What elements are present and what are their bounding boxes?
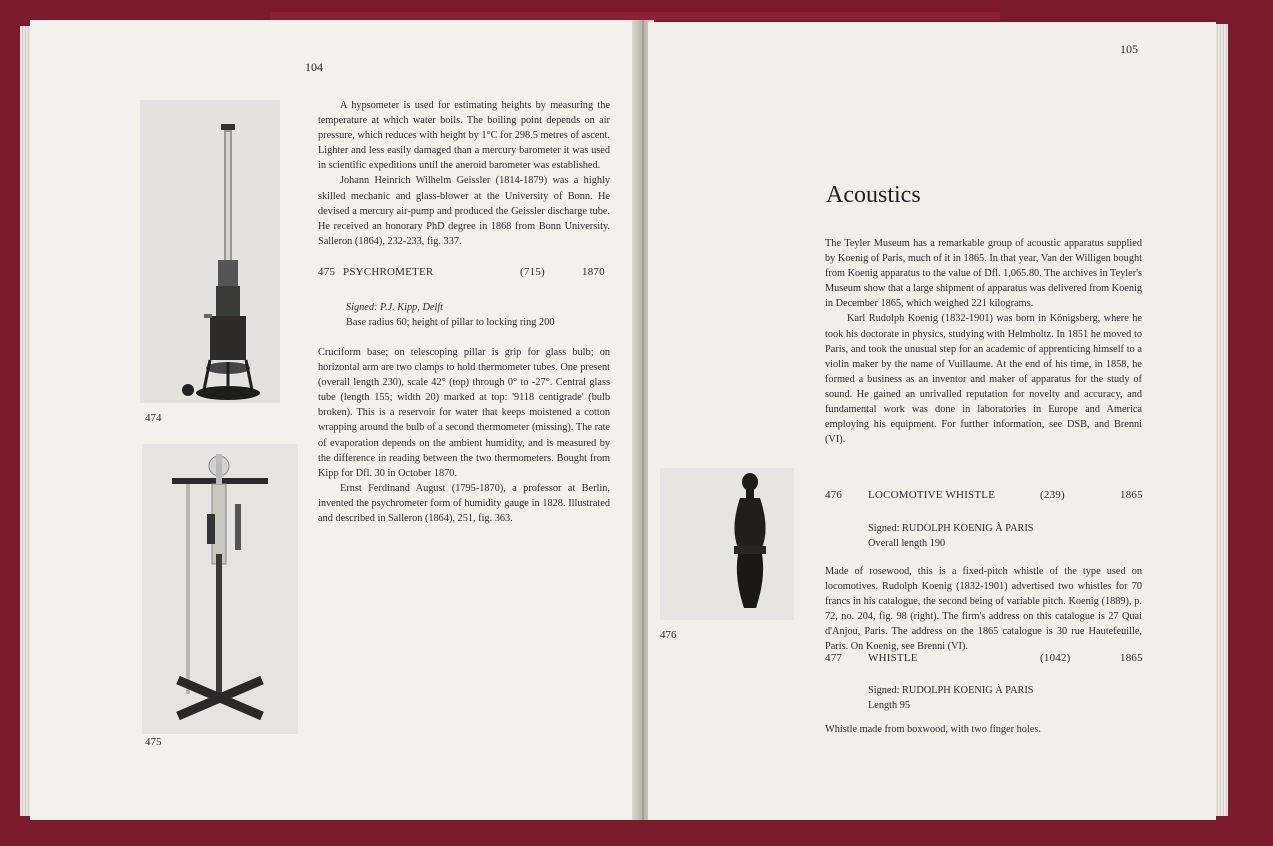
whistle2-description <box>825 722 1142 737</box>
page-number: 105 <box>1120 42 1138 56</box>
acoustics-introduction <box>825 236 1142 447</box>
entry-inventory: (1042) <box>1040 652 1071 664</box>
entry-year: 1870 <box>582 266 605 278</box>
entry-year: 1865 <box>1120 489 1143 501</box>
paragraph: Johann Heinrich Wilhelm Geissler (1814-1879) was a highly skilled mechanic and glass-blower at the University of Bonn. He devised a mercury air-pump and produced the Geissler discharge tube. He received an honorary PhD degree in 1868 from Bonn University. Salleron (1864), 232-233, fig. 337. <box>318 175 610 247</box>
psychrometer-illustration <box>142 444 298 734</box>
paragraph: Karl Rudolph Koenig (1832-1901) was born in Königsberg, where he took his doctorate in physics, studying with Helmholtz. In 1851 he moved to Paris, and took the unusual step for an academic of apprenticing himself to a violin maker by the name of Vuillaume. At the end of his time, in 1858, he formed a business as an inventor and maker of apparatus for the study of sound. He gained an unrivalled reputation for novelty and accuracy, and fundamental work was done in laboratories in Europe and America employing his equipment. For further information, see DSB, and Brenni (VI). <box>825 313 1142 446</box>
entry-title: LOCOMOTIVE WHISTLE <box>868 489 996 501</box>
entry-dimensions: Base radius 60; height of pillar to locking ring 200 <box>346 317 555 328</box>
figure-label: 474 <box>145 412 162 424</box>
hypsometer-photo <box>140 100 280 403</box>
paragraph: The Teyler Museum has a remarkable group of acoustic apparatus supplied by Koenig of Paris, much of it in 1865. In that year, Van der Willigen bought from Koenig apparatus to the value of Dfl. 1,065.80. The archives in Teyler's Museum show that a large shipment of apparatus was delivered from Koenig in December 1865, which weighed 221 kilograms. <box>825 238 1143 310</box>
entry-title: PSYCHROMETER <box>343 266 434 278</box>
entry-signature: Signed: RUDOLPH KOENIG À PARIS <box>868 523 1034 534</box>
paragraph: Made of rosewood, this is a fixed-pitch whistle of the type used on locomotives. Rudolph Koenig (1832-1901) advertised two whistles for 70 francs in his catalogue, the second being of variable pitch. Koenig (1889), p. 72, no. 204, fig. 98 (right). The firm's address on this catalogue is 27 Quai d'Anjou, Paris. The address on the 1865 catalogue is 30 rue Hautefeuille, Paris. On Koenig, see Brenni (VI). <box>825 566 1142 653</box>
headband <box>270 12 1000 20</box>
page-number: 104 <box>305 60 323 74</box>
entry-number: 477 <box>825 652 843 664</box>
hypsometer-description <box>318 98 610 249</box>
hypsometer-illustration <box>140 100 280 403</box>
right-page <box>648 22 1216 820</box>
entry-inventory: (715) <box>520 266 545 278</box>
paragraph: Cruciform base; on telescoping pillar is grip for glass bulb; on horizontal arm are two clamps to hold thermometer tubes. One present (overall length 230), scale 42° (top) through 0° to -27°. Central glass tube (length 155; width 20) marked at top: '9118 centigrade' (bulb broken). This is a reservoir for water that keeps moistened a cotton wrapping around the bulb of a second thermometer (missing). The rate of evaporation depends on the ambient humidity, and is measured by the difference in reading between the two thermometers. Bought from Kipp for Dfl. 30 in October 1870. <box>318 347 610 479</box>
entry-number: 476 <box>825 489 843 501</box>
paragraph: Whistle made from boxwood, with two finger holes. <box>825 724 1041 735</box>
entry-number: 475 <box>318 266 336 278</box>
psychrometer-photo <box>142 444 298 734</box>
figure-label: 475 <box>145 736 162 748</box>
entry-year: 1865 <box>1120 652 1143 664</box>
figure-label: 476 <box>660 629 677 641</box>
entry-inventory: (239) <box>1040 489 1065 501</box>
left-page <box>30 20 642 820</box>
entry-dimensions: Overall length 190 <box>868 538 946 549</box>
entry-signature: Signed: P.J. Kipp, Delft <box>346 302 444 313</box>
section-heading: Acoustics <box>826 182 921 208</box>
whistle-description <box>825 564 1142 655</box>
paragraph: Ernst Ferdinand August (1795-1870), a professor at Berlin, invented the psychrometer form of humidity gauge in 1828. Illustrated and described in Salleron (1864), 251, fig. 363. <box>318 482 610 525</box>
psychrometer-description <box>318 345 610 526</box>
entry-dimensions: Length 95 <box>868 700 911 711</box>
locomotive-whistle-illustration <box>660 468 794 620</box>
entry-title: WHISTLE <box>868 652 918 664</box>
locomotive-whistle-photo <box>660 468 794 620</box>
entry-signature: Signed: RUDOLPH KOENIG À PARIS <box>868 685 1034 696</box>
paragraph: A hypsometer is used for estimating heights by measuring the temperature at which water boils. The boiling point depends on air pressure, which reduces with height by 1°C for 298.5 metres of ascent. Lighter and less easily damaged than a mercury barometer it was used in scientific expeditions until the aneroid barometer was established. <box>318 100 610 172</box>
